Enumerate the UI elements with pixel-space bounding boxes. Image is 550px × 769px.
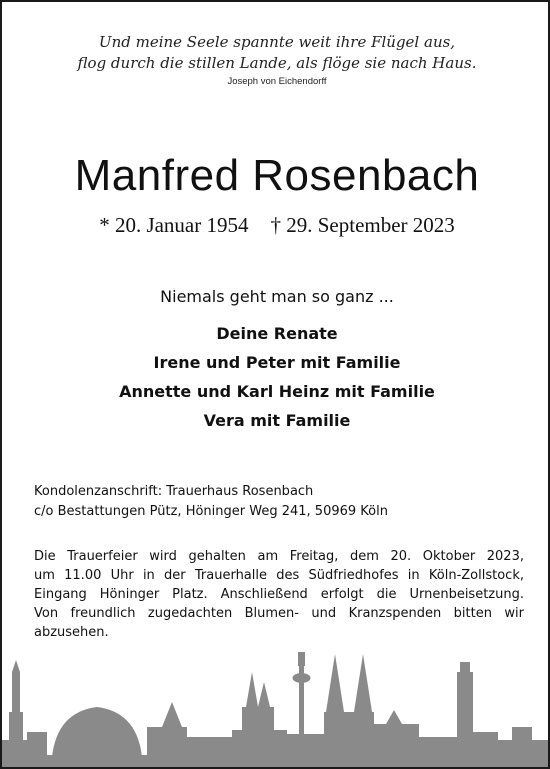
birth-date: * 20. Januar 1954 — [99, 213, 249, 237]
ceremony-line: Die Trauerfeier wird gehalten am Freitag, dem 20. Oktober 2023, — [34, 549, 524, 564]
condolence-address — [34, 482, 524, 522]
motto: Niemals geht man so ganz ... — [160, 287, 394, 306]
mourners-list — [2, 319, 550, 435]
ceremony-line: Eingang Höninger Platz. Anschließend erfolgt die Urnenbeisetzung. — [34, 587, 524, 602]
life-dates — [2, 212, 550, 238]
ceremony-line: um 11.00 Uhr in der Trauerhalle des Südfriedhofes in Köln-Zollstock, — [34, 568, 524, 583]
mourner-item: Annette und Karl Heinz mit Familie — [119, 382, 435, 401]
deceased-name: Manfred Rosenbach — [74, 151, 480, 200]
mourner-item: Irene und Peter mit Familie — [153, 353, 401, 372]
quote-line-1: Und meine Seele spannte weit ihre Flügel aus, — [98, 33, 456, 51]
address-line-1: Kondolenzanschrift: Trauerhaus Rosenbach — [34, 484, 314, 499]
ceremony-line: Von freundlich zugedachten Blumen- und Kranzspenden bitten wir — [34, 606, 524, 621]
address-line-2: c/o Bestattungen Pütz, Höninger Weg 241, 50969 Köln — [34, 504, 388, 519]
mourner-item: Vera mit Familie — [203, 411, 351, 430]
cologne-skyline-image — [2, 652, 548, 767]
ceremony-line: abzusehen. — [34, 625, 109, 640]
ceremony-info — [34, 547, 524, 642]
quote-author: Joseph von Eichendorff — [227, 76, 327, 87]
death-date: † 29. September 2023 — [270, 213, 455, 237]
quote-line-2: flog durch die stillen Lande, als flöge sie nach Haus. — [77, 54, 477, 72]
quote-block — [2, 32, 550, 88]
mourner-item: Deine Renate — [216, 324, 338, 343]
